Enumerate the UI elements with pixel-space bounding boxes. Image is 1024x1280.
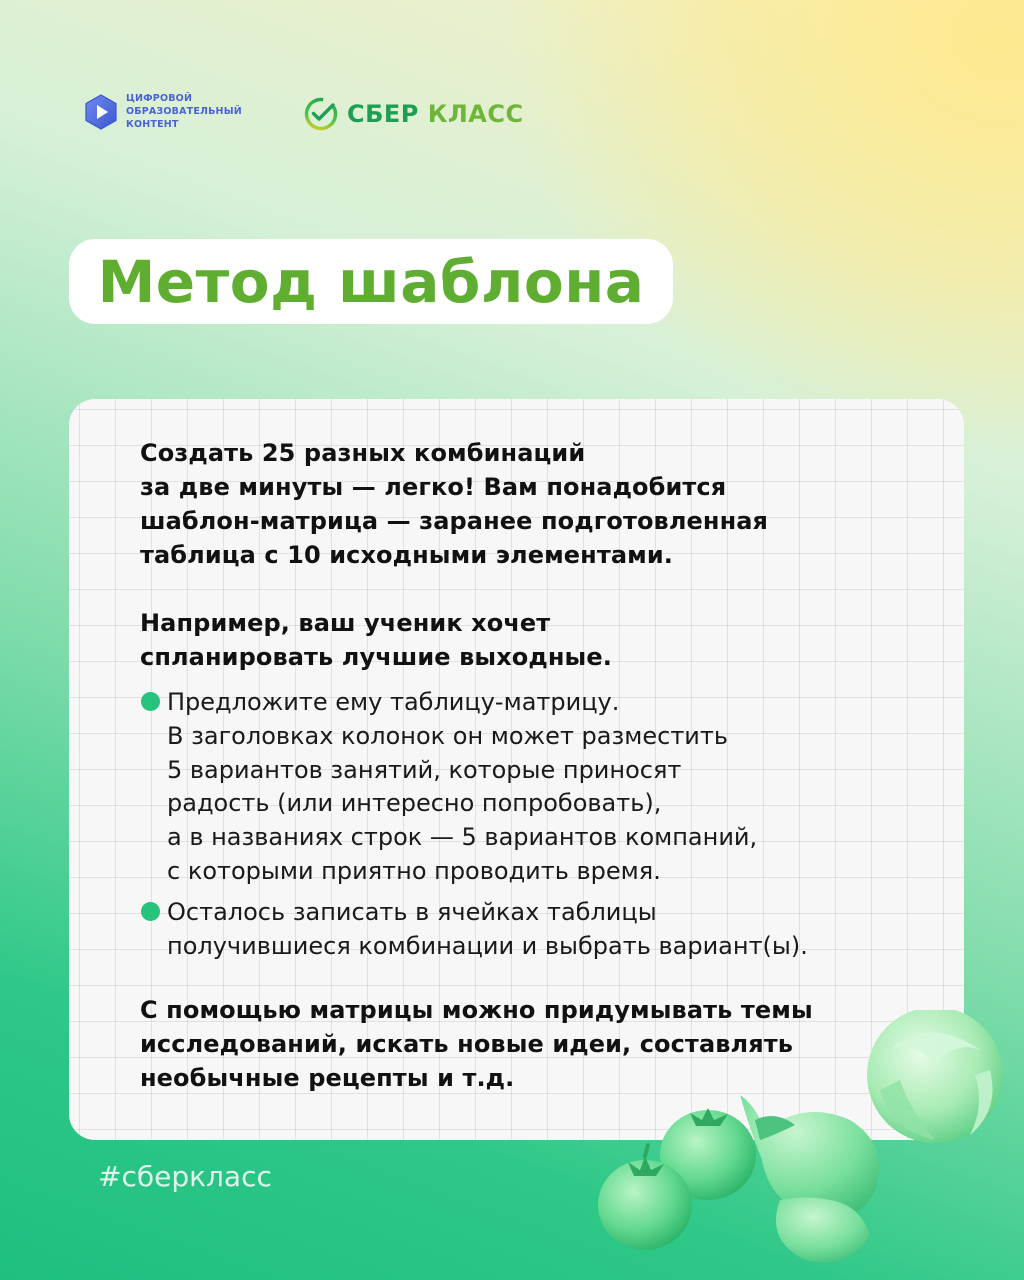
outro-line: исследований, искать новые идеи, составлять: [140, 1030, 794, 1059]
bullet-text: [167, 686, 940, 889]
bullet-line: Предложите ему таблицу-матрицу.: [167, 688, 620, 716]
cok-logo: [84, 92, 242, 131]
example-line: спланировать лучшие выходные.: [140, 643, 612, 671]
hashtag: #сберкласс: [98, 1160, 272, 1193]
sber-check-icon: [303, 96, 339, 132]
bullet-line: Осталось записать в ячейках таблицы: [167, 897, 657, 926]
play-hexagon-icon: [84, 94, 118, 130]
example-line: Например, ваш ученик хочет: [140, 609, 551, 637]
cok-logo-line-1: ЦИФРОВОЙ: [126, 93, 193, 104]
bullet-line: с которыми приятно проводить время.: [167, 856, 661, 885]
bullet-line: В заголовках колонок он может разместить: [167, 721, 729, 750]
bullet-item: [140, 686, 940, 889]
bullet-text: [167, 896, 940, 964]
bullet-line: получившиеся комбинации и выбрать вариант(ы).: [167, 931, 808, 960]
intro-paragraph: [140, 436, 940, 572]
cabbage-icon: [867, 1010, 1003, 1143]
page-title: Метод шаблона: [97, 247, 645, 316]
bullet-dot-icon: [141, 692, 160, 711]
bullet-line: радость (или интересно попробовать),: [167, 789, 662, 818]
outro-line: необычные рецепты и т.д.: [140, 1064, 515, 1093]
sber-klass-logo: [303, 96, 524, 132]
klass-word: КЛАСС: [427, 100, 524, 128]
vegetables-illustration: [590, 1010, 1020, 1280]
cok-logo-line-2: ОБРАЗОВАТЕЛЬНЫЙ: [126, 106, 242, 117]
intro-line: за две минуты — легко! Вам понадобится: [140, 473, 727, 501]
bullet-dot-icon: [141, 902, 160, 921]
card-content: [140, 436, 940, 1095]
bullet-line: 5 вариантов занятий, которые приносят: [167, 755, 682, 784]
cok-logo-line-3: КОНТЕНТ: [126, 119, 179, 130]
cok-logo-text: [126, 92, 242, 131]
title-pill: [69, 239, 673, 324]
sber-klass-wordmark: [347, 100, 524, 128]
intro-line: Создать 25 разных комбинаций: [140, 439, 586, 467]
intro-line: таблица с 10 исходными элементами.: [140, 541, 674, 569]
bullet-item: [140, 896, 940, 964]
sber-word: СБЕР: [347, 100, 419, 128]
intro-line: шаблон-матрица — заранее подготовленная: [140, 507, 769, 535]
bullet-line: а в названиях строк — 5 вариантов компаний,: [167, 823, 758, 852]
example-paragraph: [140, 606, 940, 674]
outro-line: С помощью матрицы можно придумывать темы: [140, 996, 813, 1025]
